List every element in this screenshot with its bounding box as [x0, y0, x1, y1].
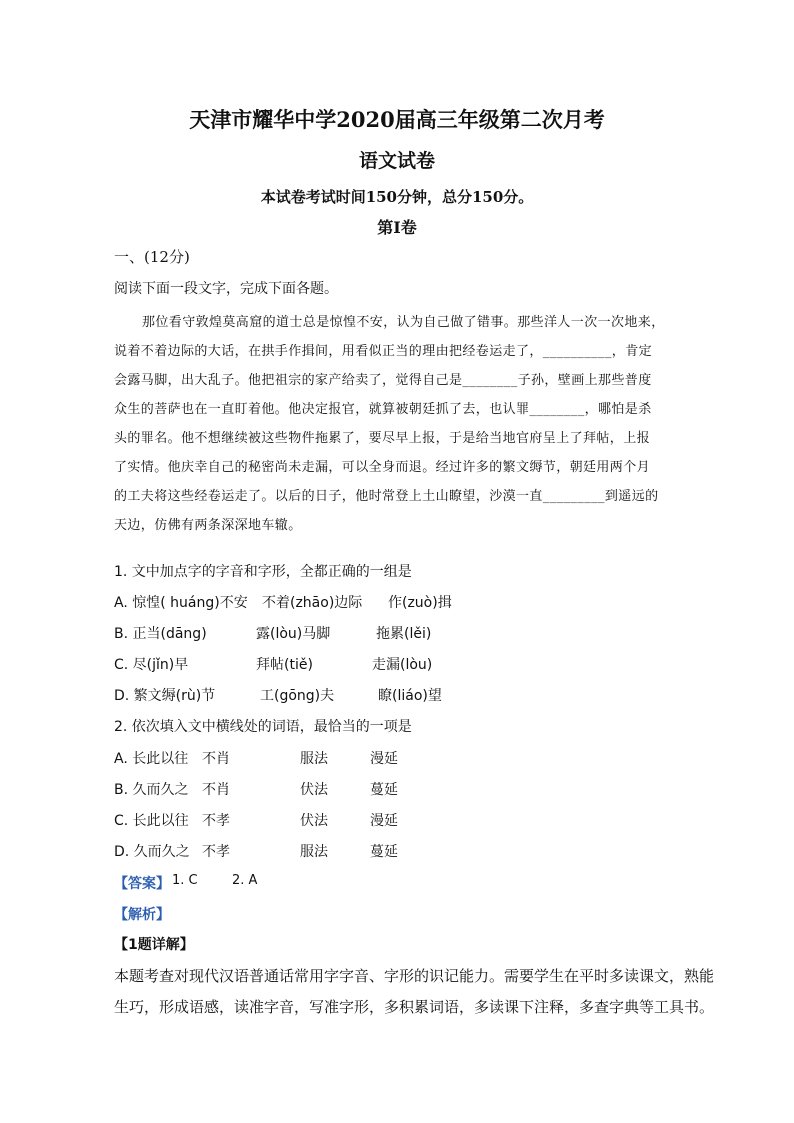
- answer-label: 【答案】: [114, 876, 170, 892]
- detail-label: 【1题详解】: [114, 937, 194, 953]
- reading-instruction: 阅读下面一段文字，完成下面各题。: [114, 281, 338, 297]
- exam-page: 天津市耀华中学2020届高三年级第二次月考 语文试卷 本试卷考试时间150分钟，总分150分。 第Ⅰ卷 一、(12分) 阅读下面一段文字，完成下面各题。 那位看守敦煌莫高窟的道士总是惊惶不安，认为自己做了错事。那些洋人一次一次地来， 说着不着边际的大话，在拱手作揖间，用看似正当的理由把经卷运走了，__________，肯定 会露马脚，出大乱子。他把祖宗的家产给卖了，觉得自己是________子孙，壁画上那些普度 众生的菩萨也在一直盯着他。他决定报官，就算被朝廷抓了去，也认罪________，哪怕是杀 头的罪名。他不想继续被这些物件拖累了，要尽早上报，于是给当地官府呈上了拜帖，上报 了实情。他庆幸自己的秘密尚未走漏，可以全身而退。经过许多的繁文缛节，朝廷用两个月 的工夫将这些经卷运走了。以后的日子，他时常登上土山瞭望，沙漠一直_________到遥远的 天边，仿佛有两条深深地车辙。 1. 文中加点字的字音和字形，全都正确的一组是 A. 惊惶( huáng)不安 不着(zhāo)边际 作(zuò)揖 B. 正当(dāng) 露(lòu)马脚 拖累(lěi) C. 尽(jǐn)早 拜帖(tiě) 走漏(lòu) D. 繁文缛(rù)节 工(gōng)夫 瞭(liáo)望 2. 依次填入文中横线处的词语，最恰当的一项是 A. 长此以往 不肖 服法 漫延 B. 久而久之 不肖 伏法 蔓延 C. 长此以往 不孝 伏法 漫延 D. 久而久之 不孝 服法 蔓延 【答案】 1. C 2. A 【解析】 【1题详解】 本题考查对现代汉语普通话常用字字音、字形的识记能力。需要学生在平时多读课文，熟能 生巧，形成语感，读准字音，写准字形，多积累词语，多读课下注释，多查字典等工具书。: [0, 0, 794, 1123]
- section-heading: 一、(12分): [114, 248, 190, 266]
- detail-line: 生巧，形成语感，读准字音，写准字形，多积累词语，多读课下注释，多查字典等工具书。: [114, 998, 715, 1016]
- passage-line: 那位看守敦煌莫高窟的道士总是惊惶不安，认为自己做了错事。那些洋人一次一次地来，: [142, 315, 665, 330]
- exam-title: 天津市耀华中学2020届高三年级第二次月考: [189, 107, 605, 132]
- passage-line: 头的罪名。他不想继续被这些物件拖累了，要尽早上报，于是给当地官府呈上了拜帖，上报: [114, 431, 651, 446]
- passage-line: 说着不着边际的大话，在拱手作揖间，用看似正当的理由把经卷运走了，__________，肯定: [114, 344, 653, 359]
- answer-2: 2. A: [232, 873, 258, 888]
- passage-line: 众生的菩萨也在一直盯着他。他决定报官，就算被朝廷抓了去，也认罪________，哪怕是杀: [114, 402, 652, 417]
- passage-line: 的工夫将这些经卷运走了。以后的日子，他时常登上土山瞭望，沙漠一直_________到遥远的: [114, 489, 659, 504]
- question-2-stem: 2. 依次填入文中横线处的词语，最恰当的一项是: [114, 719, 412, 735]
- volume-label: 第Ⅰ卷: [377, 218, 417, 237]
- exam-subject: 语文试卷: [358, 150, 435, 172]
- answer-1: 1. C: [172, 873, 198, 888]
- analysis-label: 【解析】: [114, 907, 170, 923]
- question-1-stem: 1. 文中加点字的字音和字形，全都正确的一组是: [114, 564, 412, 580]
- passage-line: 了实情。他庆幸自己的秘密尚未走漏，可以全身而退。经过许多的繁文缛节，朝廷用两个月: [114, 460, 651, 475]
- passage-line: 天边，仿佛有两条深深地车辙。: [114, 518, 302, 533]
- passage-line: 会露马脚，出大乱子。他把祖宗的家产给卖了，觉得自己是________子孙，壁画上那些普度: [114, 373, 652, 388]
- exam-info: 本试卷考试时间150分钟，总分150分。: [260, 188, 534, 206]
- detail-line: 本题考查对现代汉语普通话常用字字音、字形的识记能力。需要学生在平时多读课文，熟能: [114, 967, 715, 985]
